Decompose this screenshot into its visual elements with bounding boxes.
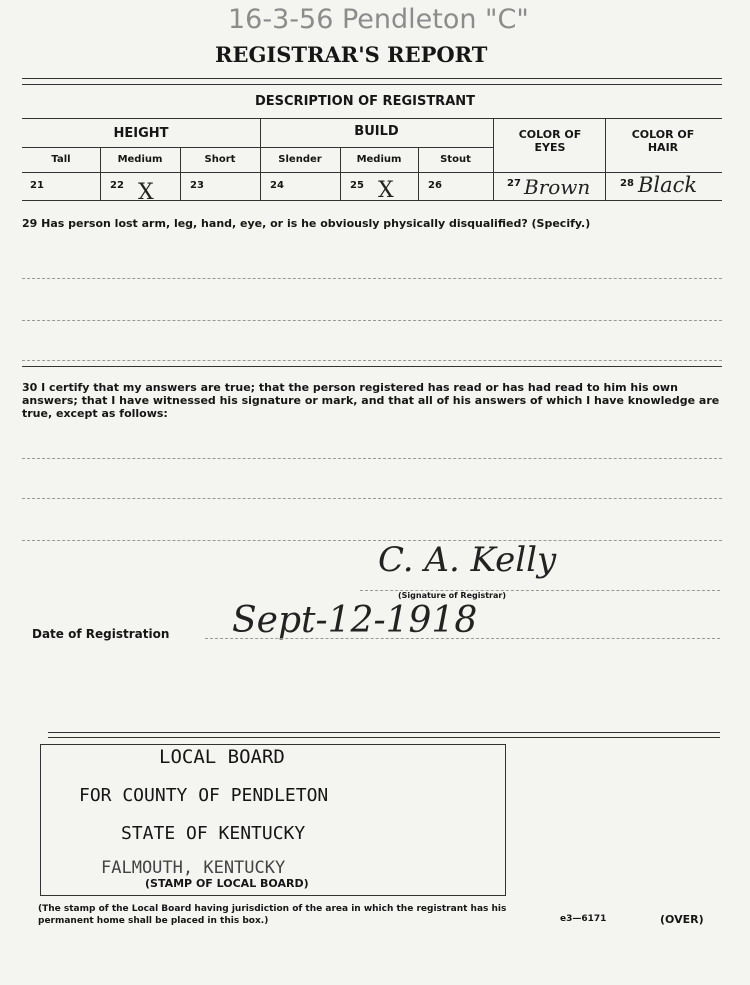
question-30: 30 I certify that my answers are true; that the person registered has read or has had read to him his own answers; that I have witnessed his signature or mark, and that all of his answers of which I have knowledge are true, except as follows: bbox=[22, 381, 720, 420]
answer-line bbox=[22, 278, 722, 279]
bottom-rule bbox=[48, 732, 720, 733]
section-title: DESCRIPTION OF REGISTRANT bbox=[254, 94, 476, 109]
date-value: Sept-12-1918 bbox=[232, 600, 478, 641]
height-short-label: Short bbox=[204, 154, 236, 165]
answer-line bbox=[22, 458, 722, 459]
date-line bbox=[205, 638, 720, 639]
answer-line bbox=[22, 320, 722, 321]
grid-line bbox=[22, 200, 722, 201]
form-number: e3—6171 bbox=[560, 914, 607, 924]
stamp-line-1: LOCAL BOARD bbox=[159, 746, 285, 768]
grid-line bbox=[605, 118, 606, 200]
stamp-line-3: STATE OF KENTUCKY bbox=[121, 823, 306, 844]
answer-line bbox=[22, 360, 722, 361]
stamp-box bbox=[40, 744, 506, 896]
grid-line bbox=[22, 172, 722, 173]
eye-color-value: Brown bbox=[524, 175, 591, 199]
footer-note: (The stamp of the Local Board having jurisdiction of the area in which the registrant has his permanent home shall be placed in this box.) bbox=[38, 904, 507, 926]
height-header: HEIGHT bbox=[113, 126, 169, 141]
field-number: 26 bbox=[428, 180, 442, 191]
eye-color-header: COLOR OF EYES bbox=[518, 128, 582, 154]
answer-line bbox=[22, 498, 722, 499]
build-header: BUILD bbox=[354, 124, 399, 139]
over-label: (OVER) bbox=[660, 913, 704, 926]
height-medium-label: Medium bbox=[117, 154, 163, 165]
bottom-rule-2 bbox=[48, 737, 720, 738]
field-number: 28 bbox=[620, 178, 634, 189]
field-number: 21 bbox=[30, 180, 44, 191]
top-rule bbox=[22, 78, 722, 79]
stamp-line-2: FOR COUNTY OF PENDLETON bbox=[79, 785, 329, 806]
field-number: 24 bbox=[270, 180, 284, 191]
build-medium-label: Medium bbox=[356, 154, 402, 165]
top-rule-2 bbox=[22, 84, 722, 85]
stamp-line-4: FALMOUTH, KENTUCKY bbox=[101, 858, 286, 878]
registrar-signature: C. A. Kelly bbox=[378, 540, 557, 580]
height-medium-mark: X bbox=[138, 180, 154, 205]
field-number: 22 bbox=[110, 180, 124, 191]
section-divider bbox=[22, 366, 722, 367]
height-tall-label: Tall bbox=[51, 154, 71, 165]
serial-annotation: 16-3-56 Pendleton "C" bbox=[228, 4, 529, 35]
section-rule bbox=[22, 118, 722, 119]
grid-line bbox=[22, 147, 494, 148]
hair-color-header: COLOR OF HAIR bbox=[631, 128, 695, 154]
signature-caption: (Signature of Registrar) bbox=[398, 591, 507, 600]
build-stout-label: Stout bbox=[440, 154, 471, 165]
answer-line bbox=[22, 540, 722, 541]
date-label: Date of Registration bbox=[32, 627, 170, 641]
question-29: 29 Has person lost arm, leg, hand, eye, or is he obviously physically disqualified? (Specify.) bbox=[22, 217, 591, 230]
field-number: 23 bbox=[190, 180, 204, 191]
grid-line bbox=[493, 118, 494, 200]
build-slender-label: Slender bbox=[278, 154, 322, 165]
hair-color-value: Black bbox=[638, 173, 698, 197]
report-title: REGISTRAR'S REPORT bbox=[215, 42, 488, 67]
field-number: 25 bbox=[350, 180, 364, 191]
build-medium-mark: X bbox=[378, 178, 394, 203]
stamp-caption: (STAMP OF LOCAL BOARD) bbox=[145, 877, 309, 890]
field-number: 27 bbox=[507, 178, 521, 189]
